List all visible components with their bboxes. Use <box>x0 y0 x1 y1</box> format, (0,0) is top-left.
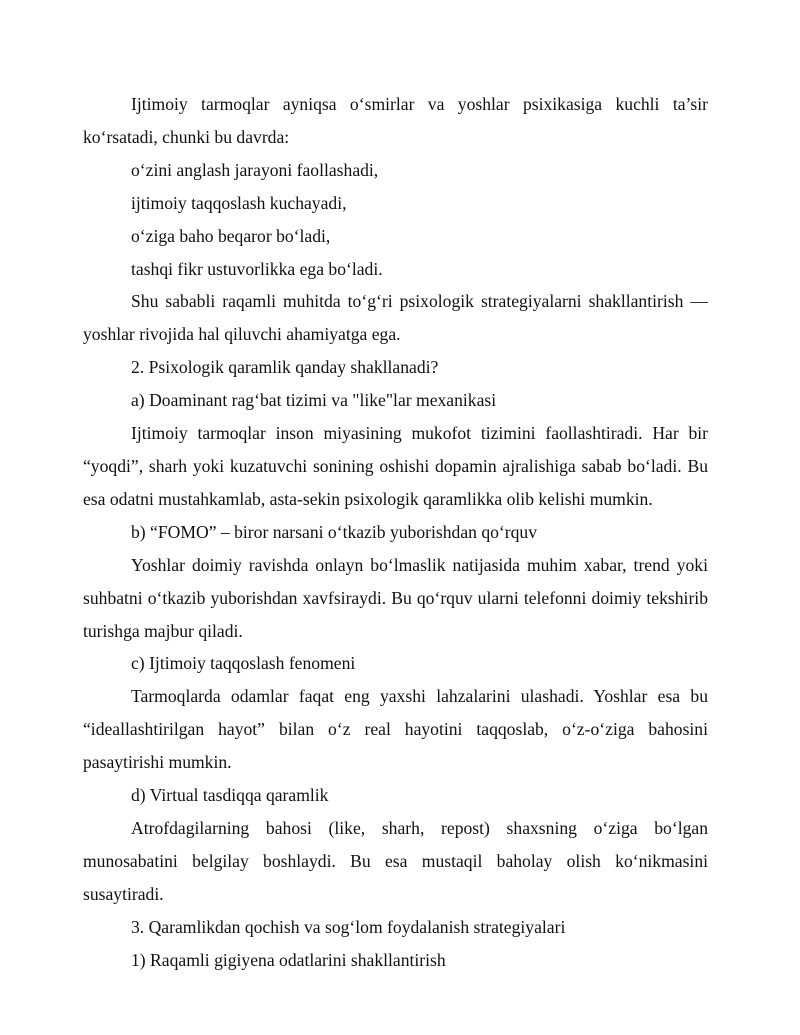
section-heading-3: 3. Qaramlikdan qochish va sog‘lom foydalanish strategiyalari <box>131 916 566 937</box>
paragraph-reward-system: Ijtimoiy tarmoqlar inson miyasining mukofot tizimini faollashtiradi. Har bir “yoqdi”, sharh yoki kuzatuvchi sonining oshishi dopamin ajralishiga sabab bo‘ladi. Bu esa odatni mustahkamlab, asta-sekin psixologik qaramlikka olib kelishi mumkin. <box>83 423 708 509</box>
paragraph-social-comparison: Tarmoqlarda odamlar faqat eng yaxshi lahzalarini ulashadi. Yoshlar esa bu “ideallashtirilgan hayot” bilan o‘z real hayotini taqqoslab, o‘z-o‘ziga bahosini pasaytirishi mumkin. <box>83 686 708 773</box>
subheading-d: d) Virtual tasdiqqa qaramlik <box>131 785 329 806</box>
section-heading-2: 2. Psixologik qaramlik qanday shakllanadi? <box>131 357 439 378</box>
paragraph-fomo: Yoshlar doimiy ravishda onlayn bo‘lmaslik natijasida muhim xabar, trend yoki suhbatni o‘tkazib yuborishdan xavfsiraydi. Bu qo‘rquv ularni telefonni doimiy tekshirib turishga majbur qiladi. <box>83 554 708 641</box>
paragraph-virtual-validation: Atrofdagilarning bahosi (like, sharh, repost) shaxsning o‘ziga bo‘lgan munosabatini belgilay boshlaydi. Bu esa mustaqil baholay olish ko‘nikmasini susaytiradi. <box>83 817 708 904</box>
list-item-self-esteem: o‘ziga baho beqaror bo‘ladi, <box>131 225 331 246</box>
subheading-c: c) Ijtimoiy taqqoslash fenomeni <box>131 653 356 674</box>
conclusion-paragraph: Shu sababli raqamli muhitda to‘g‘ri psixologik strategiyalarni shakllantirish — yoshlar rivojida hal qiluvchi ahamiyatga ega. <box>83 291 708 345</box>
list-item-external-opinion: tashqi fikr ustuvorlikka ega bo‘ladi. <box>131 258 383 279</box>
subheading-1: 1) Raqamli gigiyena odatlarini shakllantirish <box>131 949 446 970</box>
subheading-b: b) “FOMO” – biror narsani o‘tkazib yuborishdan qo‘rquv <box>131 521 538 542</box>
list-item-self-awareness: o‘zini anglash jarayoni faollashadi, <box>131 159 379 180</box>
subheading-a: a) Doaminant rag‘bat tizimi va "like"lar mexanikasi <box>131 390 497 411</box>
list-item-social-comparison: ijtimoiy taqqoslash kuchayadi, <box>131 192 347 213</box>
intro-paragraph: Ijtimoiy tarmoqlar ayniqsa o‘smirlar va yoshlar psixikasiga kuchli ta’sir ko‘rsatadi, chunki bu davrda: <box>83 94 708 147</box>
